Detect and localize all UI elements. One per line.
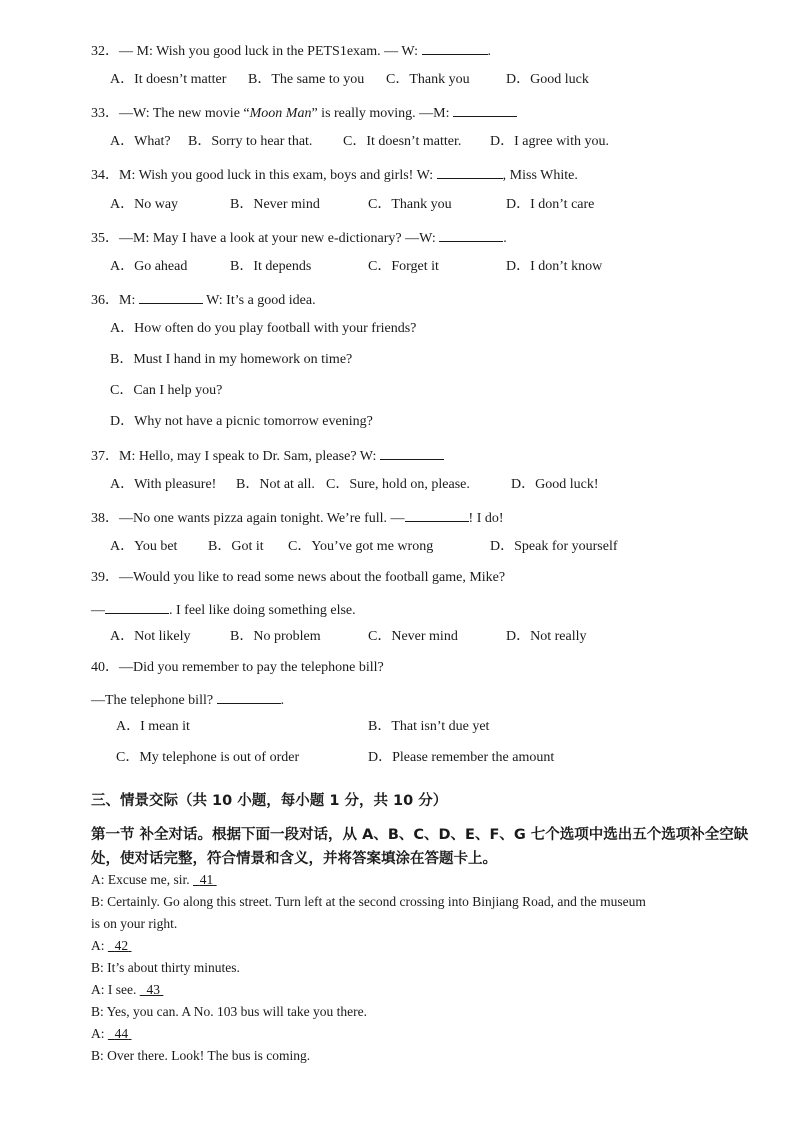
option-36-a: A．How often do you play football with your friends? [110, 321, 417, 336]
option-34-d: D．I don’t care [506, 197, 595, 212]
option-39-c: C．Never mind [368, 629, 458, 644]
question-32: 32．— M: Wish you good luck in the PETS1exam. — W: . [91, 40, 491, 61]
answer-blank [439, 227, 503, 242]
option-40-d: D．Please remember the amount [368, 750, 555, 765]
question-32-stem: 32．— M: Wish you good luck in the PETS1exam. — W: [91, 44, 422, 59]
option-35-d: D．I don’t know [506, 259, 603, 274]
option-32-b: B．The same to you [248, 72, 365, 87]
answer-blank [405, 507, 469, 522]
answer-blank [437, 164, 503, 179]
dialogue-line: A: Excuse me, sir. 41 [91, 871, 217, 889]
dialogue-line: A: I see. 43 [91, 981, 163, 999]
question-33: 33．—W: The new movie “Moon Man” is really moving. —M: [91, 102, 517, 123]
option-40-c: C．My telephone is out of order [116, 750, 300, 765]
option-35-c: C．Forget it [368, 259, 439, 274]
answer-line-40: —The telephone bill? . [91, 689, 284, 710]
option-36-d: D．Why not have a picnic tomorrow evening? [110, 414, 373, 429]
answer-blank [217, 689, 281, 704]
option-33-a: A．What? [110, 134, 171, 149]
option-38-c: C．You’ve got me wrong [288, 539, 434, 554]
option-38-a: A．You bet [110, 539, 178, 554]
answer-blank [422, 40, 488, 55]
dialogue-line: is on your right. [91, 916, 178, 931]
option-37-a: A．With pleasure! [110, 477, 217, 492]
option-36-b: B．Must I hand in my homework on time? [110, 352, 353, 367]
option-40-b: B．That isn’t due yet [368, 719, 490, 734]
option-32-a: A．It doesn’t matter [110, 72, 227, 87]
option-32-d: D．Good luck [506, 72, 589, 87]
section-title: 三、情景交际（共 10 小题，每小题 1 分，共 10 分） [91, 793, 448, 809]
option-34-a: A．No way [110, 197, 179, 212]
movie-title: Moon Man [249, 106, 312, 121]
answer-blank [453, 102, 517, 117]
option-37-d: D．Good luck! [511, 477, 599, 492]
option-39-d: D．Not really [506, 629, 587, 644]
answer-blank [105, 599, 169, 614]
option-37-b: B．Not at all. [236, 477, 315, 492]
dialogue-line: B: Yes, you can. A No. 103 bus will take you there. [91, 1004, 367, 1019]
option-35-b: B．It depends [230, 259, 312, 274]
dialogue-line: A: 44 [91, 1025, 132, 1043]
question-37: 37．M: Hello, may I speak to Dr. Sam, please? W: [91, 445, 444, 466]
option-32-c: C．Thank you [386, 72, 470, 87]
option-38-d: D．Speak for yourself [490, 539, 618, 554]
option-39-b: B．No problem [230, 629, 321, 644]
question-39: 39．—Would you like to read some news about the football game, Mike? [91, 570, 506, 585]
question-35: 35．—M: May I have a look at your new e-dictionary? —W: . [91, 227, 507, 248]
blank-number: 44 [114, 1026, 129, 1041]
option-37-c: C．Sure, hold on, please. [326, 477, 470, 492]
option-33-d: D．I agree with you. [490, 134, 609, 149]
answer-line-39: — . I feel like doing something else. [91, 599, 356, 620]
option-34-c: C．Thank you [368, 197, 452, 212]
question-36: 36．M: W: It’s a good idea. [91, 289, 316, 310]
dialogue-line: A: 42 [91, 937, 132, 955]
blank-number: 43 [146, 982, 160, 997]
question-34: 34．M: Wish you good luck in this exam, boys and girls! W: , Miss White. [91, 164, 578, 185]
option-33-c: C．It doesn’t matter. [343, 134, 462, 149]
option-40-a: A．I mean it [116, 719, 190, 734]
option-36-c: C．Can I help you? [110, 383, 223, 398]
dialogue-line: B: Certainly. Go along this street. Turn left at the second crossing into Binjiang Road, and the museum [91, 894, 646, 909]
dialogue-line: B: It’s about thirty minutes. [91, 960, 240, 975]
question-38: 38．—No one wants pizza again tonight. We’re full. — ! I do! [91, 507, 504, 528]
question-40: 40．—Did you remember to pay the telephone bill? [91, 660, 384, 675]
option-34-b: B．Never mind [230, 197, 320, 212]
dialogue-line: B: Over there. Look! The bus is coming. [91, 1048, 311, 1063]
option-33-b: B．Sorry to hear that. [188, 134, 313, 149]
blank-number: 41 [199, 872, 214, 887]
option-39-a: A．Not likely [110, 629, 191, 644]
section-instructions: 第一节 补全对话。根据下面一段对话，从 A、B、C、D、E、F、G 七个选项中选出五个选项补全空缺处，使对话完整，符合情景和含义，并将答案填涂在答题卡上。 [91, 827, 749, 867]
blank-number: 42 [114, 938, 129, 953]
option-38-b: B．Got it [208, 539, 264, 554]
answer-blank [380, 445, 444, 460]
option-35-a: A．Go ahead [110, 259, 188, 274]
answer-blank [139, 289, 203, 304]
